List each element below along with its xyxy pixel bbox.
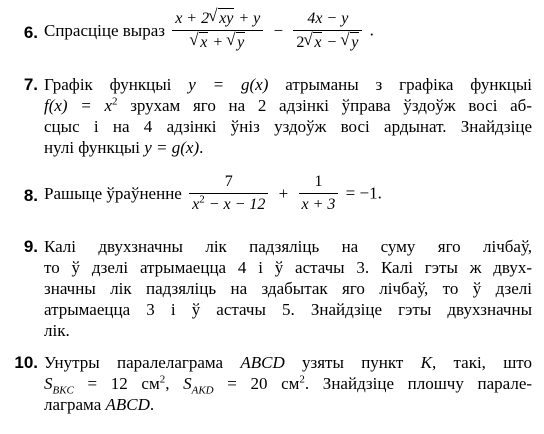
radicand: y [237,34,245,51]
problem-body [44,74,532,158]
text-line [44,74,532,95]
minus-sign: − [273,20,284,40]
text-line [44,137,532,158]
subscript: AKD [191,384,214,397]
radicand: y [351,33,359,51]
text-line [44,394,532,415]
text-fragment: , [165,374,184,393]
text-line [44,95,532,116]
problem-8 [0,172,544,224]
text-fragment: узяты пункт [284,353,421,372]
text-line [44,373,533,397]
numerator-part: + y [234,10,261,27]
text-fragment: зрухам яго на 2 адзінкі ўправа ўздоўж восі аб- [117,96,532,115]
fraction-1-denominator [172,31,263,53]
math-expression: ABCD [105,395,150,414]
operator: − [322,33,342,51]
text-fragment: Унутры паралелаграма [44,353,241,372]
text-fragment: , такі, што [431,353,532,372]
operator: + [208,34,228,51]
fraction-2 [293,9,362,53]
period: . [377,183,382,203]
fraction-1 [172,8,263,53]
denominator-part: x [192,196,200,213]
text-fragment: . [149,395,155,414]
fraction-1-denominator [189,194,268,215]
radicand: x [200,34,208,51]
problem-9 [0,236,544,342]
problem-6 [0,8,544,60]
exponent: 2 [159,373,166,386]
area-value: = 20 см [213,374,300,393]
sqrt-xy [209,8,234,29]
exponent: 2 [112,95,118,108]
text-fragment: лаграма [44,395,106,414]
sqrt-y [227,32,245,53]
text-fragment: Графік функцыі [44,75,189,94]
problem-body [44,236,532,341]
numerator-part: x + 2 [175,10,210,27]
problem-10 [0,352,544,418]
exponent: 2 [299,373,305,386]
problem-number: 6. [23,23,38,42]
problem-number: 8. [23,186,38,205]
problem-body [44,352,532,415]
fraction-2-denominator [293,31,362,53]
problem-body [44,8,532,53]
problem-body [44,172,532,215]
fraction-1-numerator [172,8,263,31]
coefficient: 2 [296,33,305,51]
fraction-2-denominator: x + 3 [301,196,336,213]
problem-number: 7. [23,75,38,94]
text-line: сцыс і на 4 адзінкі ўніз уздоўж восі ардынат. Знайдзіце [44,117,532,136]
math-expression: K [420,353,432,372]
text-line: атрымаецца 3 і ў астачы 5. Знайдзіце гэты двухзначны [44,300,532,319]
text-fragment: . Знайдзіце плошчу парале- [304,374,533,393]
area-value: = 12 см [73,374,160,393]
fraction-2-numerator: 1 [299,172,339,194]
sqrt-x [190,32,208,53]
text-fragment: нулі функцыі [44,138,145,157]
fraction-2-numerator: 4x − y [293,9,362,31]
text-line: значны лік падзяліць на здабытак яго лічбаў, то ў дзелі [44,279,532,298]
plus-sign: + [278,183,289,203]
subscript: BKC [52,384,74,397]
fraction-1-numerator: 7 [189,172,268,194]
text-fragment: атрыманы з графіка функцыі [268,75,532,94]
denominator-part: − x − 12 [204,196,266,213]
equation-rhs: = −1 [345,183,378,203]
exponent: 2 [199,193,205,206]
problem-text: Рашыце ўраўненне [44,184,182,203]
math-expression: ABCD [240,353,285,372]
period: . [369,20,374,40]
math-expression: y = g(x) [144,138,200,157]
radicand: xy [219,10,234,27]
math-expression: f(x) = x [44,96,112,115]
fraction-1 [189,172,268,215]
problem-text: Спрасціце выраз [44,21,165,40]
text-line: то ў дзелі атрымаецца 4 і ў астачы 3. Калі гэты ж двух- [44,258,532,277]
problem-number: 10. [14,353,38,372]
text-line [44,352,532,373]
sqrt-y [341,32,359,53]
text-line: лік. [44,321,70,340]
text-line: Калі двухзначны лік падзяліць на суму яго лічбаў, [44,237,532,256]
area-symbol: S [44,374,53,393]
area-symbol: S [183,374,192,393]
radicand: x [314,33,322,51]
problem-number: 9. [23,237,38,256]
problem-7 [0,74,544,162]
sqrt-x [304,32,322,53]
text-fragment: . [199,138,204,157]
fraction-2 [299,172,339,215]
math-expression: y = g(x) [188,75,269,94]
